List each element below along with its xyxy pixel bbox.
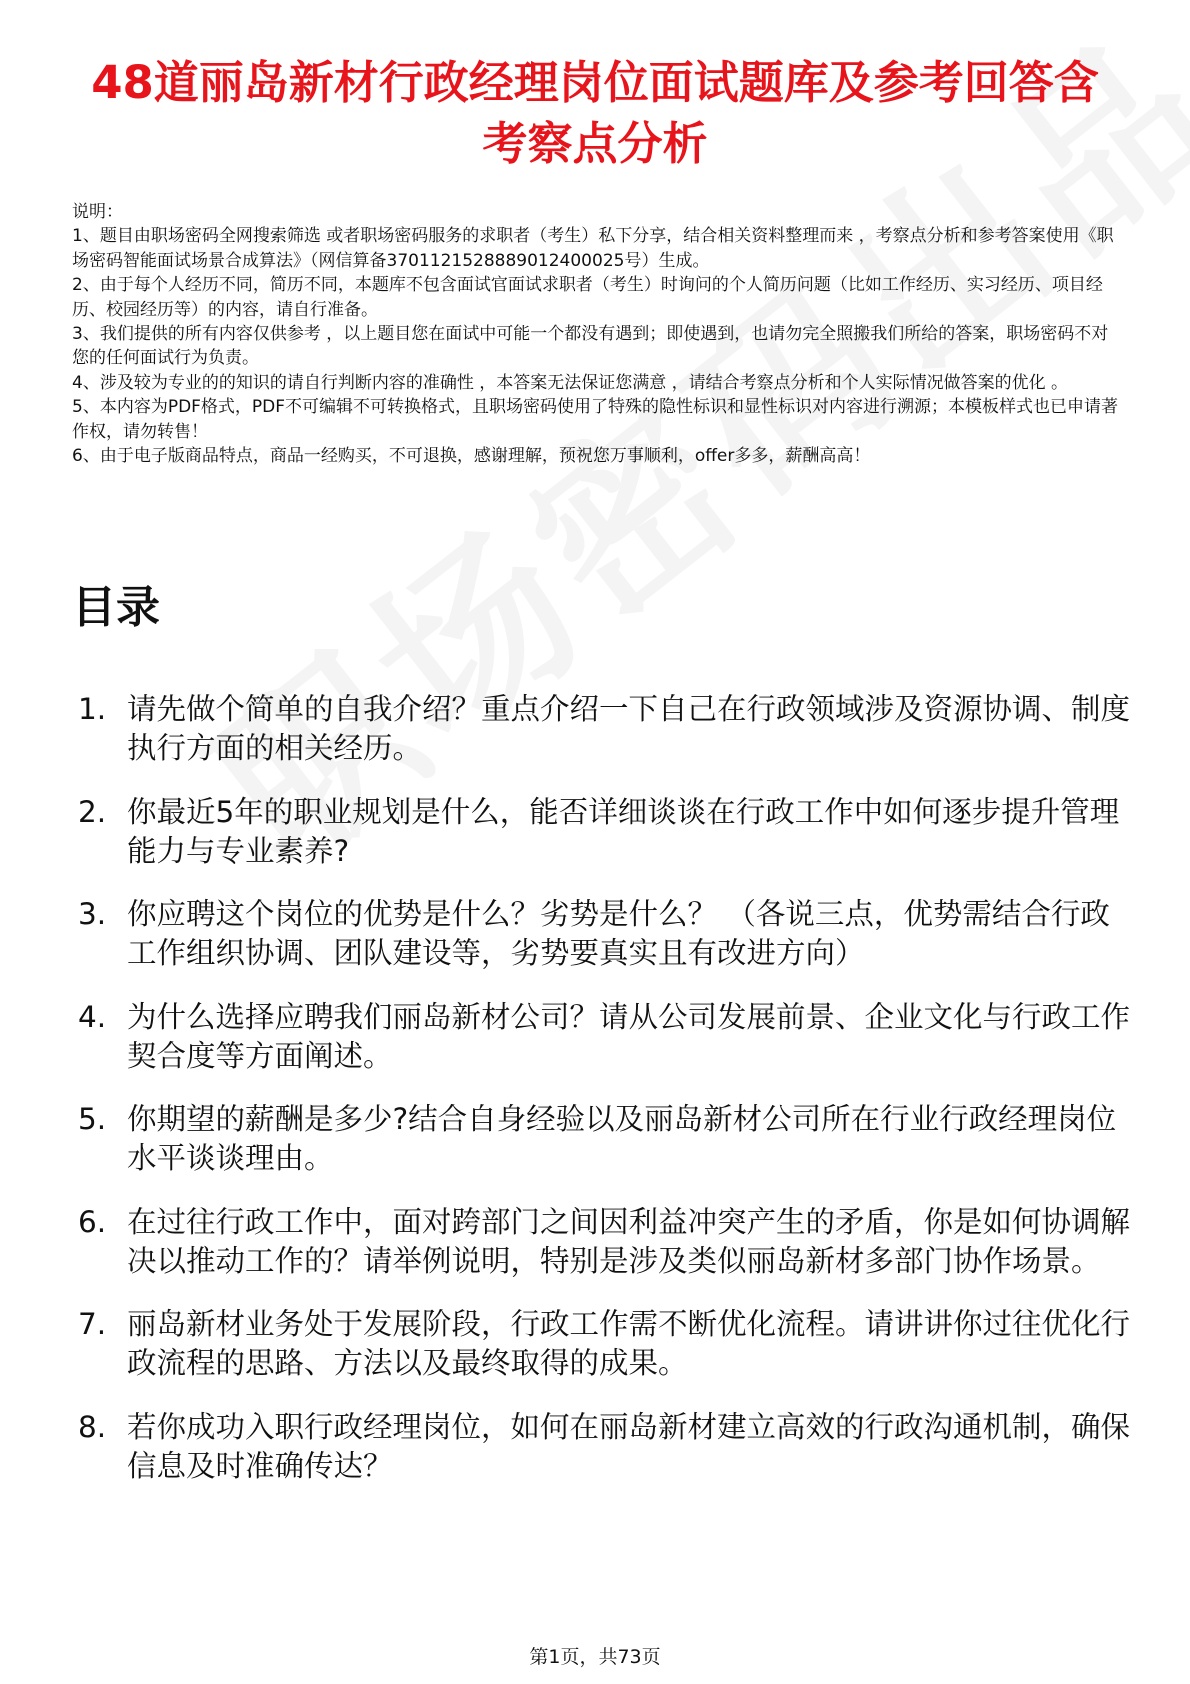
toc-item[interactable] xyxy=(72,1100,1132,1178)
toc-list xyxy=(72,690,1132,1510)
document-title: 48道丽岛新材行政经理岗位面试题库及参考回答含考察点分析 xyxy=(91,56,1099,170)
toc-item-text: 你应聘这个岗位的优势是什么？劣势是什么？ （各说三点，优势需结合行政工作组织协调、团队建设等，劣势要真实且有改进方向） xyxy=(127,897,1110,970)
toc-item[interactable] xyxy=(72,1203,1132,1281)
page-footer: 第1页，共73页 xyxy=(529,1646,661,1668)
toc-item[interactable] xyxy=(72,1305,1132,1383)
toc-item[interactable] xyxy=(72,895,1132,973)
toc-item[interactable] xyxy=(72,1408,1132,1486)
toc-item-text: 为什么选择应聘我们丽岛新材公司？请从公司发展前景、企业文化与行政工作契合度等方面阐述。 xyxy=(127,999,1131,1073)
toc-item[interactable] xyxy=(72,690,1132,768)
toc-item-text: 请先做个简单的自我介绍？重点介绍一下自己在行政领域涉及资源协调、制度执行方面的相关经历。 xyxy=(127,692,1131,765)
toc-item-number: 8. xyxy=(78,1409,107,1444)
note-item: 6、由于电子版商品特点，商品一经购买，不可退换，感谢理解，预祝您万事顺利，offer多多，薪酬高高！ xyxy=(72,446,871,467)
note-item: 2、由于每个人经历不同，简历不同，本题库不包含面试官面试求职者（考生）时询问的个人简历问题（比如工作经历、实习经历、项目经历、校园经历等）的内容，请自行准备。 xyxy=(72,275,1103,320)
notes-heading: 说明： xyxy=(72,202,123,222)
note-item: 5、本内容为PDF格式，PDF不可编辑不可转换格式，且职场密码使用了特殊的隐性标识和显性标识对内容进行溯源；本模板样式也已申请著作权，请勿转售！ xyxy=(72,397,1119,442)
toc-item-text: 若你成功入职行政经理岗位，如何在丽岛新材建立高效的行政沟通机制，确保信息及时准确传达？ xyxy=(127,1409,1131,1483)
note-item: 1、题目由职场密码全网搜索筛选 或者职场密码服务的求职者（考生）私下分享，结合相关资料整理而来 ，考察点分析和参考答案使用《职场密码智能面试场景合成算法》（网信算备3701121528889012400025号）生成。 xyxy=(72,226,1114,271)
toc-item-text: 你期望的薪酬是多少?结合自身经验以及丽岛新材公司所在行业行政经理岗位水平谈谈理由。 xyxy=(127,1102,1117,1175)
toc-item-number: 3. xyxy=(78,897,107,931)
toc-item-text: 在过往行政工作中，面对跨部门之间因利益冲突产生的矛盾，你是如何协调解决以推动工作的？请举例说明，特别是涉及类似丽岛新材多部门协作场景。 xyxy=(127,1204,1131,1278)
toc-item-number: 2. xyxy=(78,794,107,829)
toc-item-number: 5. xyxy=(78,1102,107,1136)
note-item: 4、涉及较为专业的的知识的请自行判断内容的准确性 ，本答案无法保证您满意 ，请结合考察点分析和个人实际情况做答案的优化 。 xyxy=(72,372,1069,393)
toc-heading: 目录 xyxy=(72,582,160,633)
toc-item-number: 4. xyxy=(78,999,107,1034)
toc-item-text: 你最近5年的职业规划是什么，能否详细谈谈在行政工作中如何逐步提升管理能力与专业素养? xyxy=(127,794,1120,868)
toc-item-text: 丽岛新材业务处于发展阶段，行政工作需不断优化流程。请讲讲你过往优化行政流程的思路、方法以及最终取得的成果。 xyxy=(127,1307,1131,1380)
toc-item-number: 7. xyxy=(78,1307,107,1341)
toc-item-number: 6. xyxy=(78,1204,107,1239)
note-item: 3、我们提供的所有内容仅供参考 ，以上题目您在面试中可能一个都没有遇到；即使遇到，也请勿完全照搬我们所给的答案，职场密码不对您的任何面试行为负责。 xyxy=(72,324,1109,369)
toc-item-number: 1. xyxy=(78,692,107,726)
notes-section xyxy=(72,200,1122,468)
toc-item[interactable] xyxy=(72,793,1132,871)
toc-item[interactable] xyxy=(72,998,1132,1076)
